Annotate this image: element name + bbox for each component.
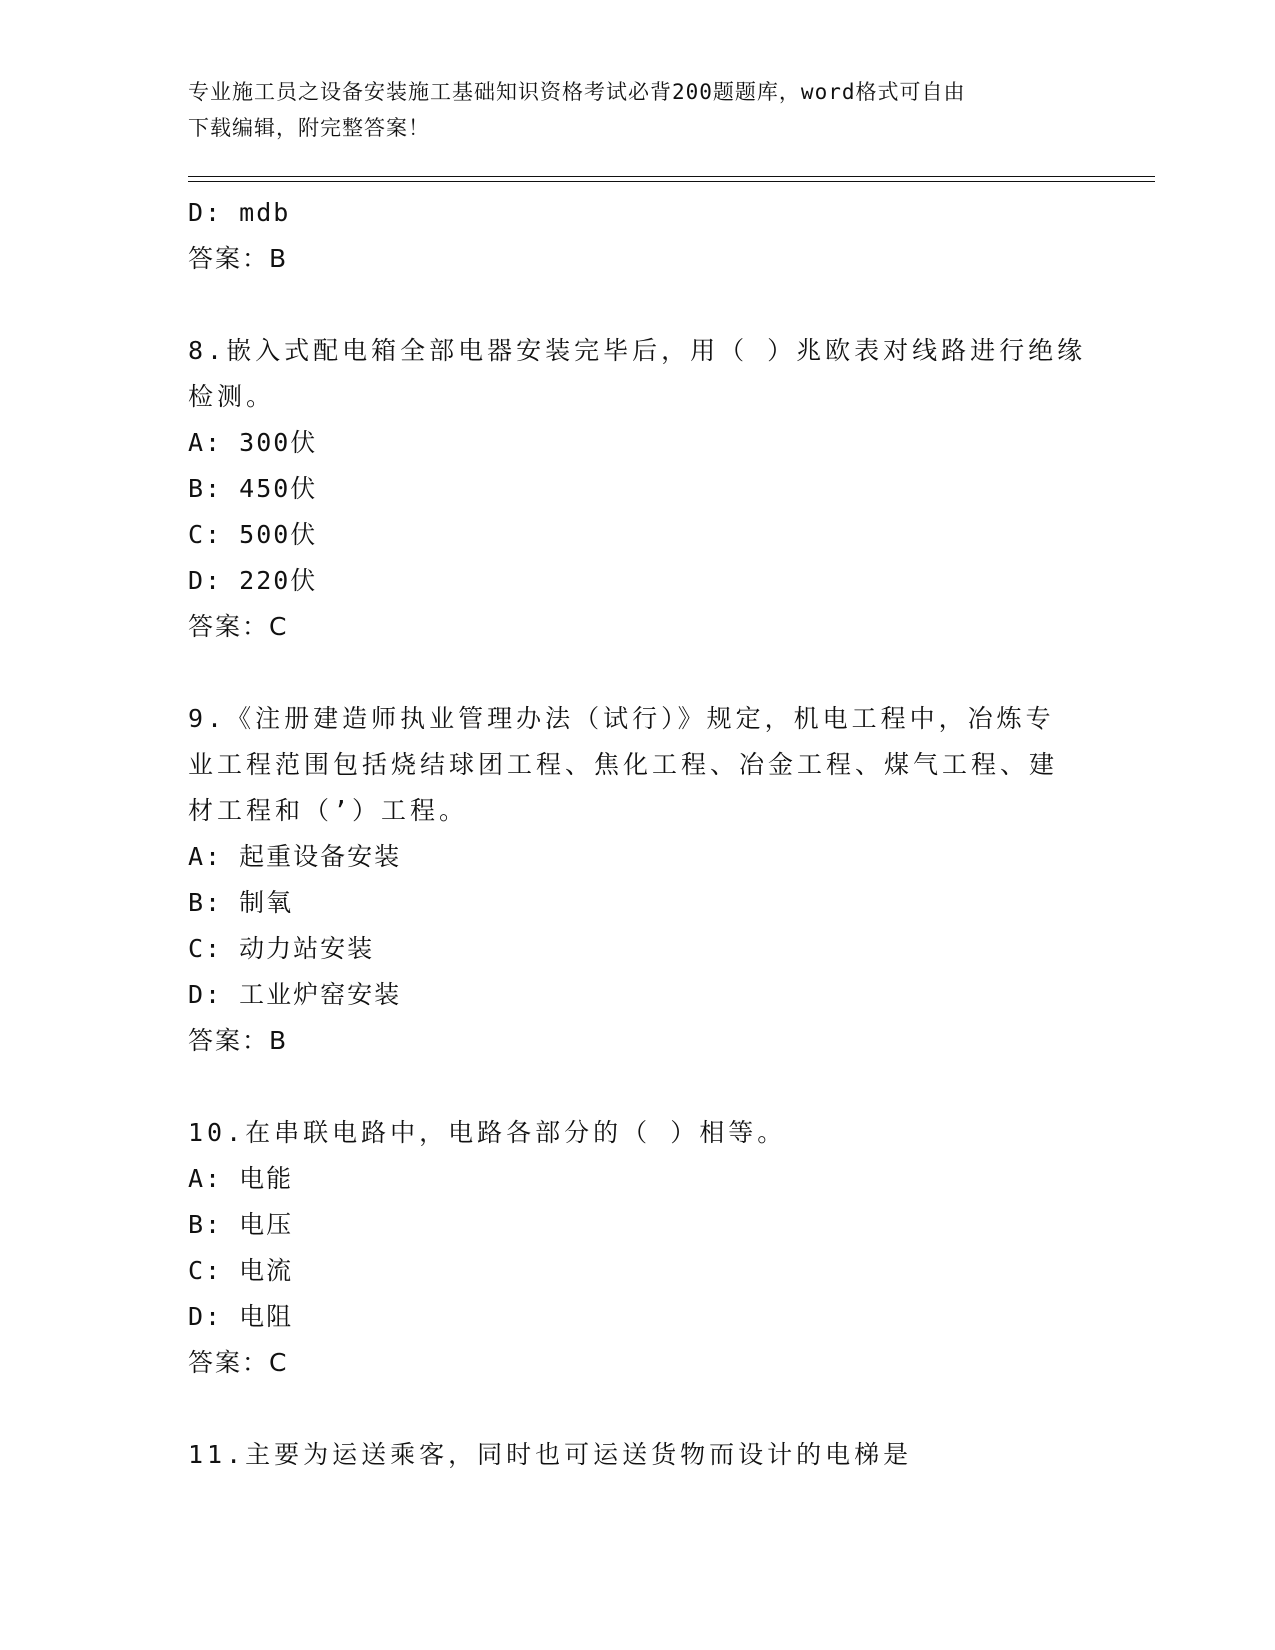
question-stem-line: 11.主要为运送乘客，同时也可运送货物而设计的电梯是: [188, 1440, 913, 1469]
question-stem-line: 9.《注册建造师执业管理办法（试行）》规定，机电工程中，冶炼专: [188, 704, 1055, 733]
question-stem: [188, 1432, 1088, 1478]
header-divider-top: [188, 176, 1155, 177]
option-c: C: 电流: [188, 1256, 294, 1285]
spacer: [188, 650, 1088, 696]
question-7-tail: [188, 190, 1088, 282]
header-title-line-1: 专业施工员之设备安装施工基础知识资格考试必背200题题库，word格式可自由: [188, 80, 966, 104]
option-b: B: 450伏: [188, 474, 318, 503]
answer: 答案：B: [188, 1026, 289, 1055]
question-stem: [188, 696, 1088, 834]
option-b: B: 制氧: [188, 888, 294, 917]
option-d: D: 电阻: [188, 1302, 294, 1331]
spacer: [188, 1064, 1088, 1110]
question-stem: [188, 1110, 1088, 1156]
question-stem-line: 材工程和（’）工程。: [188, 796, 469, 825]
question-stem-line: 检测。: [188, 382, 276, 411]
option-d: D: 220伏: [188, 566, 318, 595]
spacer: [188, 282, 1088, 328]
question-list: [188, 190, 1088, 1478]
option-d: D: 工业炉窑安装: [188, 980, 402, 1009]
question-11: [188, 1432, 1088, 1478]
answer: 答案：C: [188, 612, 289, 641]
question-stem-line: 10.在串联电路中，电路各部分的（ ）相等。: [188, 1118, 787, 1147]
question-stem: [188, 328, 1088, 420]
spacer: [188, 1386, 1088, 1432]
question-8: [188, 328, 1088, 650]
header-title-line-2: 下载编辑，附完整答案！: [188, 116, 430, 140]
option-c: C: 动力站安装: [188, 934, 375, 963]
question-stem-line: 业工程范围包括烧结球团工程、焦化工程、冶金工程、煤气工程、建: [188, 750, 1059, 779]
question-10: [188, 1110, 1088, 1386]
answer: 答案：B: [188, 244, 289, 273]
answer: 答案：C: [188, 1348, 289, 1377]
header-divider-bottom: [188, 181, 1155, 182]
question-9: [188, 696, 1088, 1064]
option-b: B: 电压: [188, 1210, 294, 1239]
option-a: A: 电能: [188, 1164, 294, 1193]
document-header: [188, 74, 1088, 146]
option-d: D: mdb: [188, 198, 291, 227]
option-a: A: 起重设备安装: [188, 842, 402, 871]
option-c: C: 500伏: [188, 520, 318, 549]
option-a: A: 300伏: [188, 428, 318, 457]
question-stem-line: 8.嵌入式配电箱全部电器安装完毕后，用（ ）兆欧表对线路进行绝缘: [188, 336, 1087, 365]
